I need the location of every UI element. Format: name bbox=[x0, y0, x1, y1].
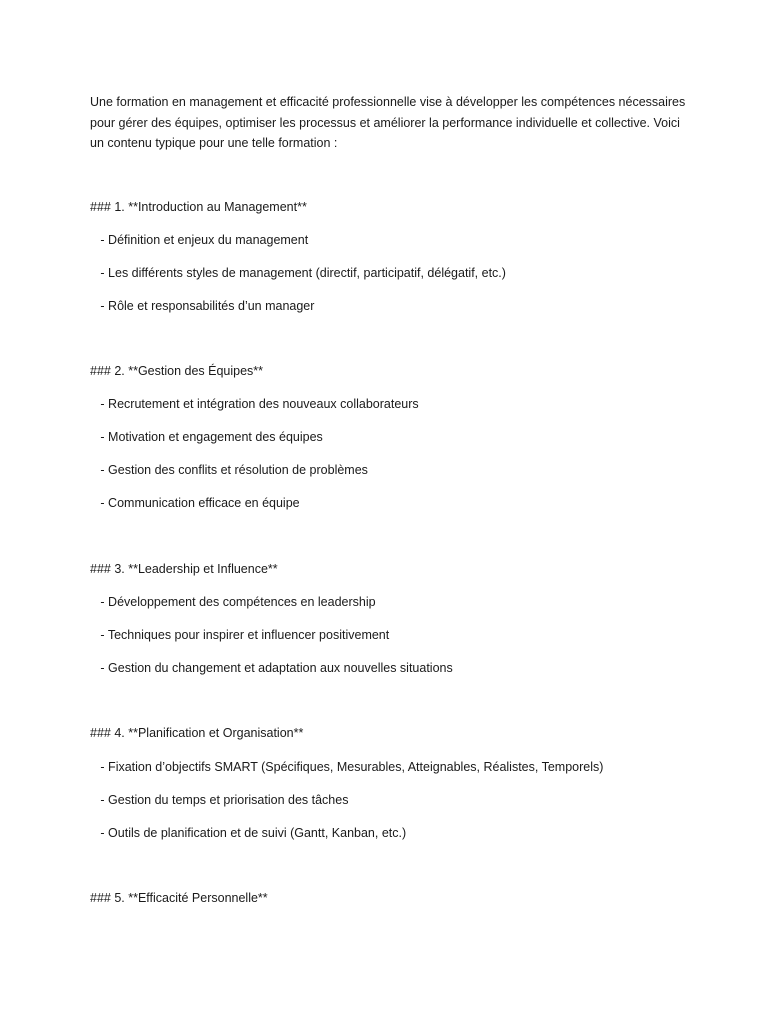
list-item: - Rôle et responsabilités d’un manager bbox=[90, 299, 315, 313]
section-heading-1: ### 1. **Introduction au Management** bbox=[90, 200, 307, 214]
section-heading-3: ### 3. **Leadership et Influence** bbox=[90, 562, 278, 576]
list-item: - Motivation et engagement des équipes bbox=[90, 430, 323, 444]
list-item: - Techniques pour inspirer et influencer positivement bbox=[90, 628, 390, 642]
section-heading-4: ### 4. **Planification et Organisation** bbox=[90, 726, 304, 740]
list-item: - Gestion du changement et adaptation aux nouvelles situations bbox=[90, 661, 453, 675]
list-item: - Outils de planification et de suivi (Gantt, Kanban, etc.) bbox=[90, 826, 407, 840]
list-item: - Les différents styles de management (directif, participatif, délégatif, etc.) bbox=[90, 266, 506, 280]
list-item: - Communication efficace en équipe bbox=[90, 496, 300, 510]
list-item: - Gestion du temps et priorisation des tâches bbox=[90, 793, 349, 807]
list-item: - Définition et enjeux du management bbox=[90, 233, 309, 247]
list-item: - Gestion des conflits et résolution de problèmes bbox=[90, 463, 368, 477]
intro-paragraph: Une formation en management et efficacité professionnelle vise à développer les compétences nécessaires pour gérer des équipes, optimiser les processus et améliorer la performance individuelle et collective. Voici un contenu typique pour une telle formation : bbox=[90, 95, 686, 150]
section-heading-2: ### 2. **Gestion des Équipes** bbox=[90, 364, 264, 378]
list-item: - Recrutement et intégration des nouveaux collaborateurs bbox=[90, 397, 419, 411]
list-item: - Développement des compétences en leadership bbox=[90, 595, 376, 609]
list-item: - Fixation d’objectifs SMART (Spécifiques, Mesurables, Atteignables, Réalistes, Temporels) bbox=[90, 760, 604, 774]
section-heading-5: ### 5. **Efficacité Personnelle** bbox=[90, 891, 268, 905]
